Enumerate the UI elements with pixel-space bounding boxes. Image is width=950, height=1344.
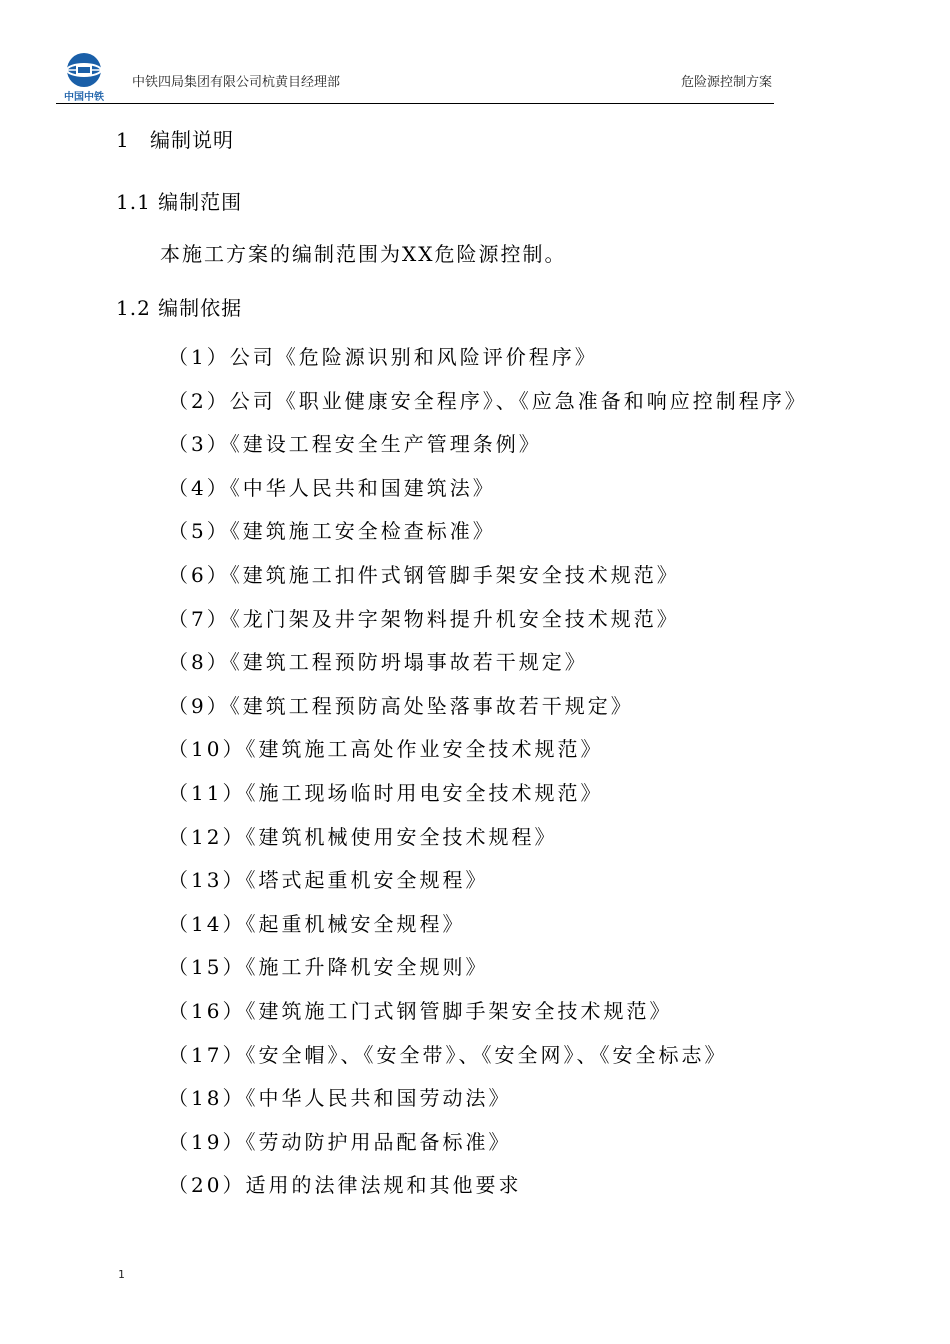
reference-item: （4）《中华人民共和国建筑法》	[168, 475, 496, 500]
reference-item: （5）《建筑施工安全检查标准》	[168, 519, 496, 544]
logo-text: 中国中铁	[64, 92, 104, 103]
scope-paragraph: 本施工方案的编制范围为XX危险源控制。	[160, 242, 567, 266]
company-name: 中铁四局集团有限公司杭黄目经理部	[132, 75, 341, 90]
reference-list	[168, 342, 808, 1214]
reference-item: （1）公司《危险源识别和风险评价程序》	[168, 345, 598, 369]
page-header	[56, 48, 786, 104]
section-1-2-heading: 1.2 编制依据	[116, 296, 243, 320]
section-title: 编制说明	[150, 128, 234, 152]
document-title: 危险源控制方案	[680, 75, 772, 90]
section-1-1-heading: 1.1 编制范围	[116, 190, 243, 214]
reference-item: （11）《施工现场临时用电安全技术规范》	[168, 780, 604, 805]
reference-item: （13）《塔式起重机安全规程》	[168, 868, 489, 893]
page-footer: 1	[118, 1268, 125, 1281]
reference-item: （10）《建筑施工高处作业安全技术规范》	[168, 737, 604, 762]
reference-item: （8）《建筑工程预防坍塌事故若干规定》	[168, 650, 588, 675]
reference-item: （15）《施工升降机安全规则》	[168, 955, 489, 980]
reference-item: （9）《建筑工程预防高处坠落事故若干规定》	[168, 693, 634, 718]
reference-item: （19）《劳动防护用品配备标准》	[168, 1129, 512, 1154]
crec-logo-icon	[56, 48, 112, 104]
reference-item: （2）公司《职业健康安全程序》、《应急准备和响应控制程序》	[168, 388, 808, 413]
reference-item: （12）《建筑机械使用安全技术规程》	[168, 824, 558, 849]
section-number: 1	[116, 128, 130, 152]
reference-item: （14）《起重机械安全规程》	[168, 911, 466, 936]
reference-item: （18）《中华人民共和国劳动法》	[168, 1086, 512, 1111]
reference-item: （6）《建筑施工扣件式钢管脚手架安全技术规范》	[168, 562, 680, 587]
reference-item: （16）《建筑施工门式钢管脚手架安全技术规范》	[168, 998, 673, 1023]
reference-item: （17）《安全帽》、《安全带》、《安全网》、《安全标志》	[168, 1042, 728, 1067]
section-1-heading	[116, 124, 234, 153]
reference-item: （3）《建设工程安全生产管理条例》	[168, 432, 542, 457]
header-rule	[56, 103, 774, 104]
reference-item: （7）《龙门架及井字架物料提升机安全技术规范》	[168, 606, 680, 631]
reference-item: （20）适用的法律法规和其他要求	[168, 1173, 522, 1198]
